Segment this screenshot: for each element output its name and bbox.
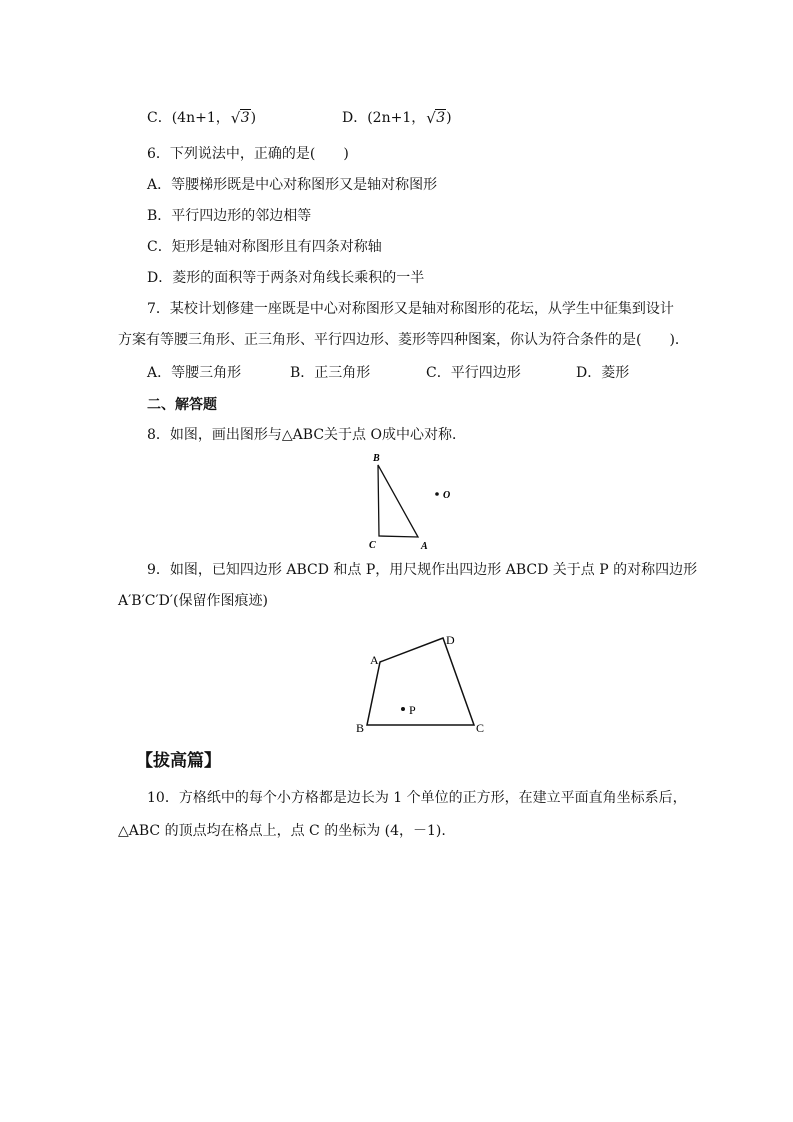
q9-stem-line2: A′B′C′D′(保留作图痕迹) (118, 593, 268, 609)
q7-option-b: B．正三角形 (290, 365, 371, 381)
q6-option-c: C．矩形是轴对称图形且有四条对称轴 (147, 239, 382, 255)
label-d: D (446, 633, 455, 647)
q5-option-d-prefix: D．(2n+1， (342, 110, 426, 126)
label-a: A (421, 541, 428, 552)
q5-option-c-suffix: ) (250, 110, 257, 126)
q6-stem: 6．下列说法中，正确的是( ) (147, 146, 349, 162)
q10-stem-line2: △ABC 的顶点均在格点上，点 C 的坐标为 (4，－1). (118, 823, 446, 839)
q10-stem-line1: 10．方格纸中的每个小方格都是边长为 1 个单位的正方形，在建立平面直角坐标系后， (147, 790, 687, 806)
section-heading-answer-questions: 二、解答题 (147, 397, 217, 413)
q6-option-d: D．菱形的面积等于两条对角线长乘积的一半 (147, 270, 425, 286)
label-c: C (369, 540, 376, 551)
section-heading-advanced: 【拔高篇】 (136, 751, 221, 771)
q5-option-d-radicand: 3 (436, 110, 446, 126)
q5-option-c-radicand: 3 (240, 110, 250, 126)
q5-option-c (147, 109, 256, 127)
point-p (401, 707, 405, 711)
q7-option-a: A．等腰三角形 (147, 365, 242, 381)
q8-triangle-figure (360, 448, 460, 554)
label-b: B (356, 721, 365, 735)
q6-option-b: B．平行四边形的邻边相等 (147, 208, 312, 224)
sqrt-symbol: √ 3 (426, 109, 446, 127)
q6-option-a: A．等腰梯形既是中心对称图形又是轴对称图形 (147, 177, 438, 193)
quadrilateral-abcd (367, 638, 474, 725)
sqrt-symbol: √ 3 (230, 109, 250, 127)
point-o (435, 492, 439, 496)
label-c: C (476, 721, 485, 735)
q5-option-c-prefix: C．(4n+1， (147, 110, 230, 126)
q7-stem-line1: 7．某校计划修建一座既是中心对称图形又是轴对称图形的花坛，从学生中征集到设计 (147, 301, 674, 317)
q5-option-d-suffix: ) (446, 110, 452, 126)
label-a: A (370, 653, 379, 667)
triangle-abc (378, 465, 418, 537)
label-p: P (409, 703, 416, 717)
q9-stem-line1: 9．如图，已知四边形 ABCD 和点 P，用尺规作出四边形 ABCD 关于点 P 的对称四边形 (147, 562, 698, 578)
label-b: B (373, 453, 380, 464)
q7-option-c: C．平行四边形 (426, 365, 521, 381)
q9-quadrilateral-figure (350, 628, 500, 740)
q7-stem-line2: 方案有等腰三角形、正三角形、平行四边形、菱形等四种图案，你认为符合条件的是( )． (118, 332, 689, 348)
q5-option-d (342, 109, 452, 127)
q7-option-d: D．菱形 (576, 365, 630, 381)
label-o: O (443, 490, 451, 501)
q8-stem: 8．如图，画出图形与△ABC关于点 O成中心对称． (147, 427, 466, 443)
